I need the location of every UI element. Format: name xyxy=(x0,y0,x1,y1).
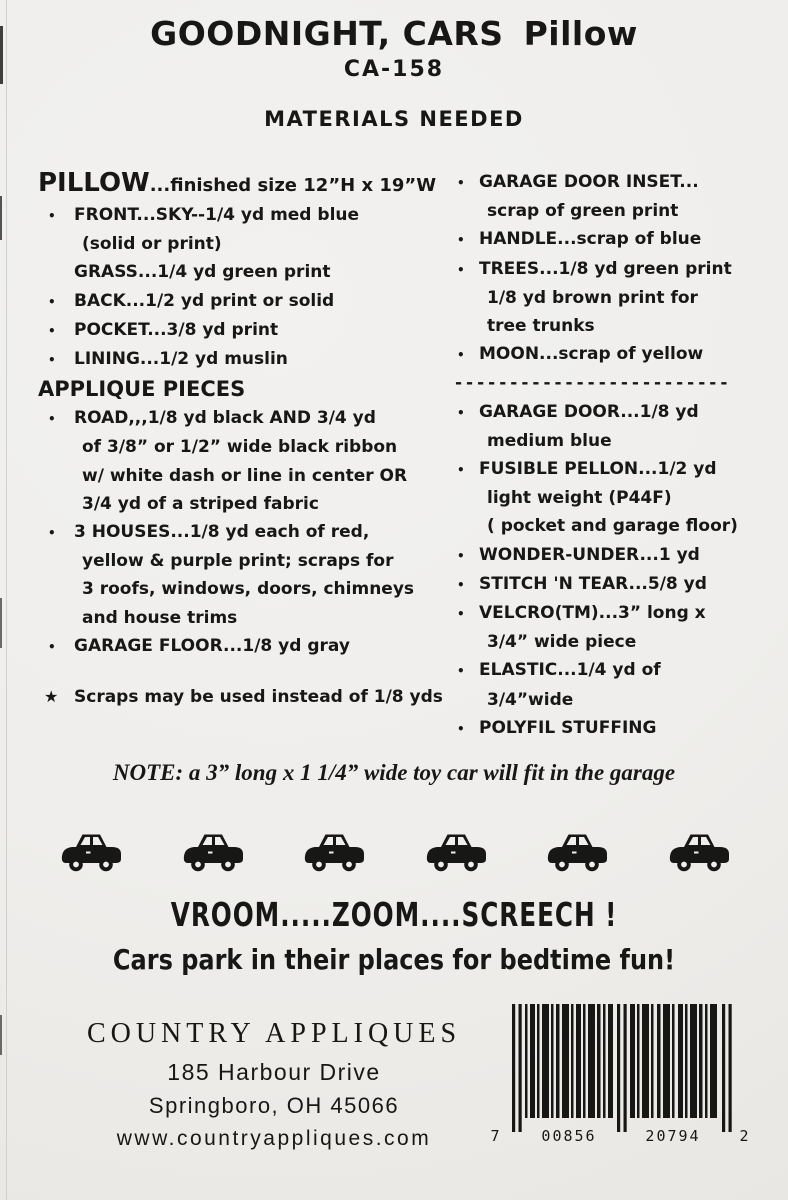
toy-car-icon xyxy=(60,830,124,876)
barcode-bars xyxy=(482,1000,758,1150)
pattern-number: CA-158 xyxy=(343,57,445,82)
toy-car-icon xyxy=(546,830,610,876)
list-item-text: 1/8 yd brown print for xyxy=(487,287,698,308)
pillow-heading xyxy=(38,168,447,201)
bullet-icon: • xyxy=(457,548,465,563)
list-item xyxy=(38,604,447,632)
list-item xyxy=(455,312,771,340)
list-item xyxy=(455,484,771,512)
list-item-text: medium blue xyxy=(487,430,612,451)
list-item-text: 3/4”wide xyxy=(487,689,574,710)
scraps-note-text: Scraps may be used instead of 1/8 yds xyxy=(74,687,443,708)
applique-items-list xyxy=(38,404,447,661)
list-item xyxy=(455,599,771,628)
bullet-icon: • xyxy=(457,577,465,592)
list-item-text: STITCH 'N TEAR...5/8 yd xyxy=(479,573,707,594)
list-item xyxy=(38,404,447,433)
list-item xyxy=(38,518,447,547)
list-item-text: (solid or print) xyxy=(82,234,222,255)
list-item-text: WONDER-UNDER...1 yd xyxy=(479,544,700,565)
list-item-text: BACK...1/2 yd print or solid xyxy=(74,290,335,311)
list-item xyxy=(38,462,447,490)
barcode-digit-right: 2 xyxy=(739,1127,751,1145)
list-item xyxy=(455,656,771,685)
list-item-text: ROAD,,,1/8 yd black AND 3/4 yd xyxy=(74,408,376,429)
address-line-1: 185 Harbour Drive xyxy=(167,1059,381,1085)
list-item-text: FUSIBLE PELLON...1/2 yd xyxy=(479,459,717,480)
toy-cars-row xyxy=(60,830,732,876)
bullet-icon: • xyxy=(457,405,465,420)
list-item-text: VELCRO(TM)...3” long x xyxy=(479,603,706,624)
scan-edge-mark xyxy=(0,1015,2,1055)
toy-car-icon xyxy=(425,830,489,876)
publisher-block xyxy=(70,1018,478,1151)
website-url: www.countryappliques.com xyxy=(116,1127,432,1150)
list-item xyxy=(38,287,447,316)
list-item-text: TREES...1/8 yd green print xyxy=(479,258,732,279)
bullet-icon: • xyxy=(457,176,465,190)
list-item-text: light weight (P44F) xyxy=(487,488,672,509)
toy-car-icon xyxy=(182,830,246,876)
list-item xyxy=(455,714,771,743)
list-item xyxy=(455,255,771,284)
list-item-text: GARAGE FLOOR...1/8 yd gray xyxy=(74,635,350,656)
list-item-text: tree trunks xyxy=(487,316,595,337)
list-item xyxy=(38,258,447,286)
scan-fold-line xyxy=(6,0,7,1200)
tagline-text: Cars park in their places for bedtime fun! xyxy=(112,943,676,977)
list-item-text: w/ white dash or line in center OR xyxy=(82,465,408,486)
toy-car-icon xyxy=(668,830,732,876)
list-item-text: 3 HOUSES...1/8 yd each of red, xyxy=(74,522,370,543)
barcode-group-1: 00856 xyxy=(541,1127,597,1145)
pillow-label: PILLOW xyxy=(38,168,150,198)
bullet-icon: • xyxy=(457,721,465,736)
list-item xyxy=(455,686,771,714)
list-item-text: LINING...1/2 yd muslin xyxy=(74,349,288,370)
right-items-list xyxy=(455,168,771,743)
list-item xyxy=(455,369,771,397)
list-item xyxy=(38,230,447,258)
list-item-text: ( pocket and garage floor) xyxy=(487,516,738,537)
list-item xyxy=(455,197,771,225)
list-item xyxy=(455,541,771,570)
bullet-icon: • xyxy=(457,664,465,679)
list-item-text: of 3/8” or 1/2” wide black ribbon xyxy=(82,437,398,458)
list-item xyxy=(38,575,447,603)
bullet-icon: • xyxy=(48,526,56,541)
upc-barcode xyxy=(482,1000,778,1152)
title-main: GOODNIGHT, CARS xyxy=(150,14,504,53)
list-item xyxy=(455,512,771,540)
list-item xyxy=(38,547,447,575)
list-item xyxy=(455,455,771,484)
list-item-text: HANDLE...scrap of blue xyxy=(479,229,702,250)
materials-columns xyxy=(38,168,778,743)
bullet-icon: • xyxy=(48,209,56,223)
list-item-text: GARAGE DOOR...1/8 yd xyxy=(479,401,699,422)
barcode-group-2: 20794 xyxy=(645,1127,701,1145)
list-item xyxy=(455,340,771,369)
list-item-text: 3/4 yd of a striped fabric xyxy=(82,493,319,514)
tagline xyxy=(0,943,788,977)
bullet-icon: • xyxy=(48,323,56,338)
list-item xyxy=(38,316,447,345)
bullet-icon: • xyxy=(48,412,56,427)
toy-car-icon xyxy=(303,830,367,876)
bullet-icon: • xyxy=(457,233,465,248)
list-item-text: and house trims xyxy=(82,607,238,628)
bullet-icon: • xyxy=(457,262,465,277)
list-item-text: scrap of green print xyxy=(487,201,679,222)
list-item-text: GARAGE DOOR INSET... xyxy=(479,172,699,192)
list-item xyxy=(455,427,771,455)
scraps-note xyxy=(38,687,447,707)
list-item xyxy=(38,490,447,518)
bullet-icon: • xyxy=(457,607,465,622)
pillow-items-list xyxy=(38,201,447,374)
list-item-text: 3 roofs, windows, doors, chimneys xyxy=(82,579,415,600)
applique-heading: APPLIQUE PIECES xyxy=(38,377,246,402)
list-item-text: 3/4” wide piece xyxy=(487,632,637,653)
page-title xyxy=(0,14,788,54)
list-item-text: ELASTIC...1/4 yd of xyxy=(479,660,661,681)
header xyxy=(0,14,788,131)
scan-edge-mark xyxy=(0,196,2,240)
list-item-text: GRASS...1/4 yd green print xyxy=(74,262,331,283)
list-item-text: FRONT...SKY--1/4 yd med blue xyxy=(74,205,360,225)
vroom-text: VROOM.....ZOOM....SCREECH ! xyxy=(170,897,618,935)
star-icon: ★ xyxy=(44,687,59,707)
list-item xyxy=(455,225,771,254)
list-item xyxy=(455,628,771,656)
materials-left-column xyxy=(38,168,447,743)
list-item xyxy=(455,570,771,599)
list-item-text: yellow & purple print; scraps for xyxy=(82,551,394,572)
scan-edge-mark xyxy=(0,598,2,648)
pillow-finished-size: ...finished size 12”H x 19”W xyxy=(149,175,437,196)
address-line-2: Springboro, OH 45066 xyxy=(148,1093,400,1118)
bullet-icon: • xyxy=(457,463,465,478)
list-item-text: MOON...scrap of yellow xyxy=(479,344,704,365)
bullet-icon: • xyxy=(48,294,56,309)
barcode-digit-left: 7 xyxy=(490,1127,502,1145)
materials-heading: MATERIALS NEEDED xyxy=(264,107,524,131)
list-item xyxy=(455,284,771,312)
list-item xyxy=(455,168,771,197)
list-item-text: POCKET...3/8 yd print xyxy=(74,319,279,340)
bullet-icon: • xyxy=(48,353,56,368)
bullet-icon: • xyxy=(457,348,465,363)
list-item-text: POLYFIL STUFFING xyxy=(479,717,657,738)
company-name: COUNTRY APPLIQUES xyxy=(86,1018,462,1049)
materials-right-column xyxy=(455,168,771,743)
list-item xyxy=(38,632,447,661)
list-item xyxy=(38,433,447,461)
list-item-text: ------------------------- xyxy=(455,373,732,394)
garage-fit-note: NOTE: a 3” long x 1 1/4” wide toy car will fit in the garage xyxy=(112,760,676,785)
bullet-icon: • xyxy=(48,639,56,654)
list-item xyxy=(38,201,447,230)
vroom-slogan xyxy=(0,897,788,935)
list-item xyxy=(455,398,771,427)
list-item xyxy=(38,345,447,374)
title-sub: Pillow xyxy=(523,14,638,53)
